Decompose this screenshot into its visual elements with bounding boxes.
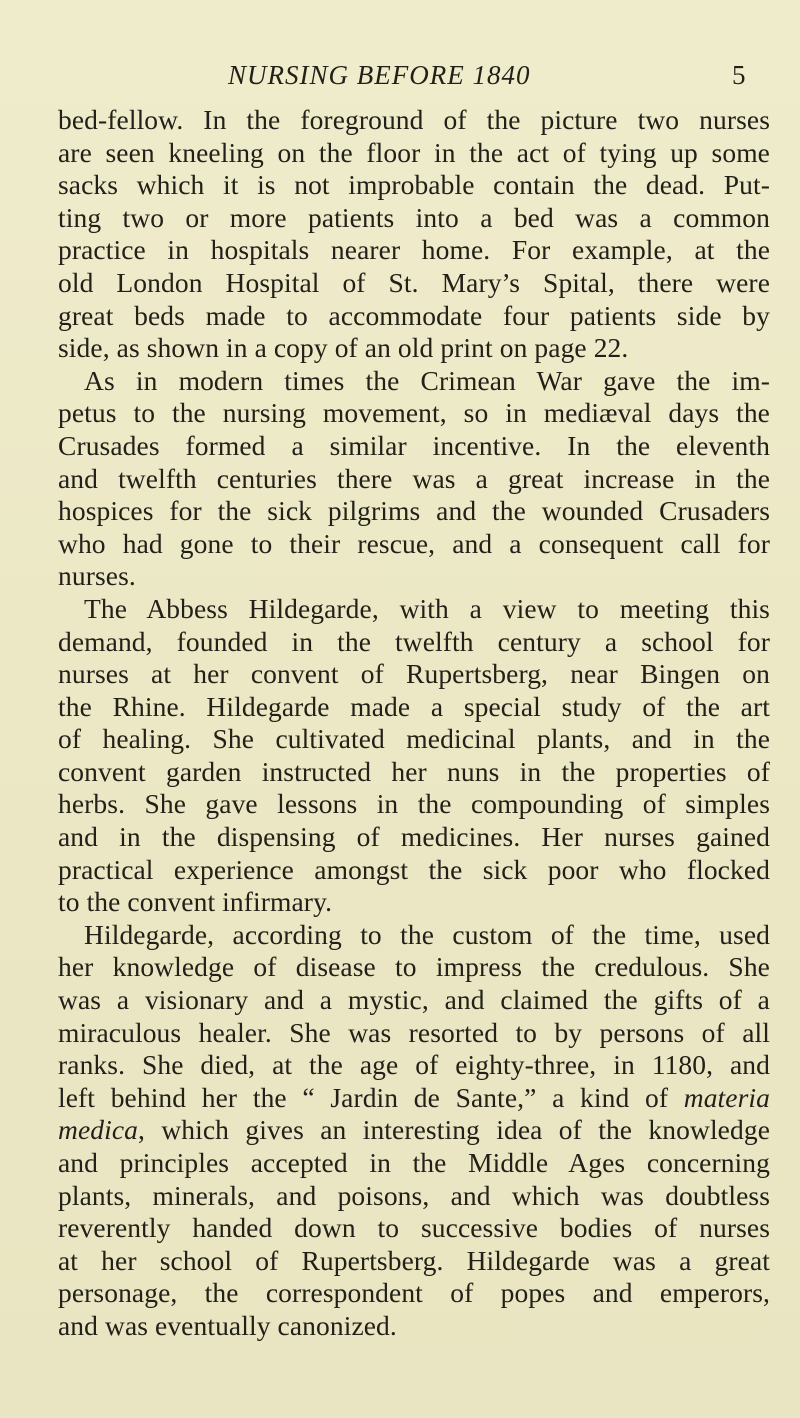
- text-line: As in modern times the Crimean War gave the im-: [84, 364, 770, 396]
- text-line: and twelfth centuries there was a great increase in the: [58, 462, 770, 494]
- text-line: was a visionary and a mystic, and claimed the gifts of a: [58, 984, 770, 1016]
- text-line: nurses at her convent of Rupertsberg, near Bingen on: [58, 658, 770, 690]
- body-text: [58, 104, 770, 1343]
- text-line: sacks which it is not improbable contain the dead. Put-: [58, 169, 770, 201]
- text-line: practice in hospitals nearer home. For example, at the: [58, 234, 770, 266]
- text-line: and in the dispensing of medicines. Her nurses gained: [58, 821, 770, 853]
- text-line: The Abbess Hildegarde, with a view to meeting this: [84, 592, 770, 624]
- running-head: [0, 60, 800, 100]
- text-line: left behind her the “ Jardin de Sante,” a kind of materia: [58, 1081, 770, 1113]
- text-line: Hildegarde, according to the custom of the time, used: [84, 918, 770, 950]
- page-number: 5: [732, 60, 746, 90]
- running-title: NURSING BEFORE 1840: [228, 60, 531, 90]
- text-line: hospices for the sick pilgrims and the wounded Crusaders: [58, 495, 770, 527]
- text-line: bed-fellow. In the foreground of the picture two nurses: [58, 104, 770, 135]
- text-line: medica, which gives an interesting idea of the knowledge: [58, 1114, 770, 1146]
- text-line: convent garden instructed her nuns in the properties of: [58, 755, 770, 787]
- text-line: Crusades formed a similar incentive. In the eleventh: [58, 429, 770, 461]
- text-line: and was eventually canonized.: [58, 1309, 397, 1341]
- text-line: ting two or more patients into a bed was a common: [58, 201, 770, 233]
- text-line: plants, minerals, and poisons, and which was doubtless: [58, 1179, 770, 1211]
- text-line: miraculous healer. She was resorted to by persons of all: [58, 1016, 770, 1048]
- text-line: at her school of Rupertsberg. Hildegarde was a great: [58, 1244, 770, 1276]
- text-line: practical experience amongst the sick poor who flocked: [58, 853, 770, 885]
- text-line: and principles accepted in the Middle Ages concerning: [58, 1147, 770, 1178]
- text-line: to the convent infirmary.: [58, 886, 333, 918]
- text-line: reverently handed down to successive bodies of nurses: [58, 1212, 770, 1244]
- text-line: herbs. She gave lessons in the compounding of simples: [58, 788, 770, 820]
- text-line: side, as shown in a copy of an old print on page 22.: [58, 332, 629, 364]
- text-line: petus to the nursing movement, so in mediæval days the: [58, 397, 770, 429]
- text-line: personage, the correspondent of popes and emperors,: [58, 1277, 770, 1309]
- text-line: of healing. She cultivated medicinal plants, and in the: [58, 723, 770, 755]
- text-line: great beds made to accommodate four patients side by: [58, 299, 770, 331]
- text-line: nurses.: [58, 560, 136, 592]
- text-line: demand, founded in the twelfth century a school for: [58, 625, 770, 657]
- text-line: are seen kneeling on the floor in the act of tying up some: [58, 136, 770, 168]
- text-line: her knowledge of disease to impress the credulous. She: [58, 951, 770, 983]
- text-line: who had gone to their rescue, and a consequent call for: [58, 527, 770, 559]
- text-line: ranks. She died, at the age of eighty-three, in 1180, and: [58, 1049, 770, 1081]
- text-line: the Rhine. Hildegarde made a special study of the art: [58, 690, 770, 722]
- text-line: old London Hospital of St. Mary’s Spital, there were: [58, 266, 770, 298]
